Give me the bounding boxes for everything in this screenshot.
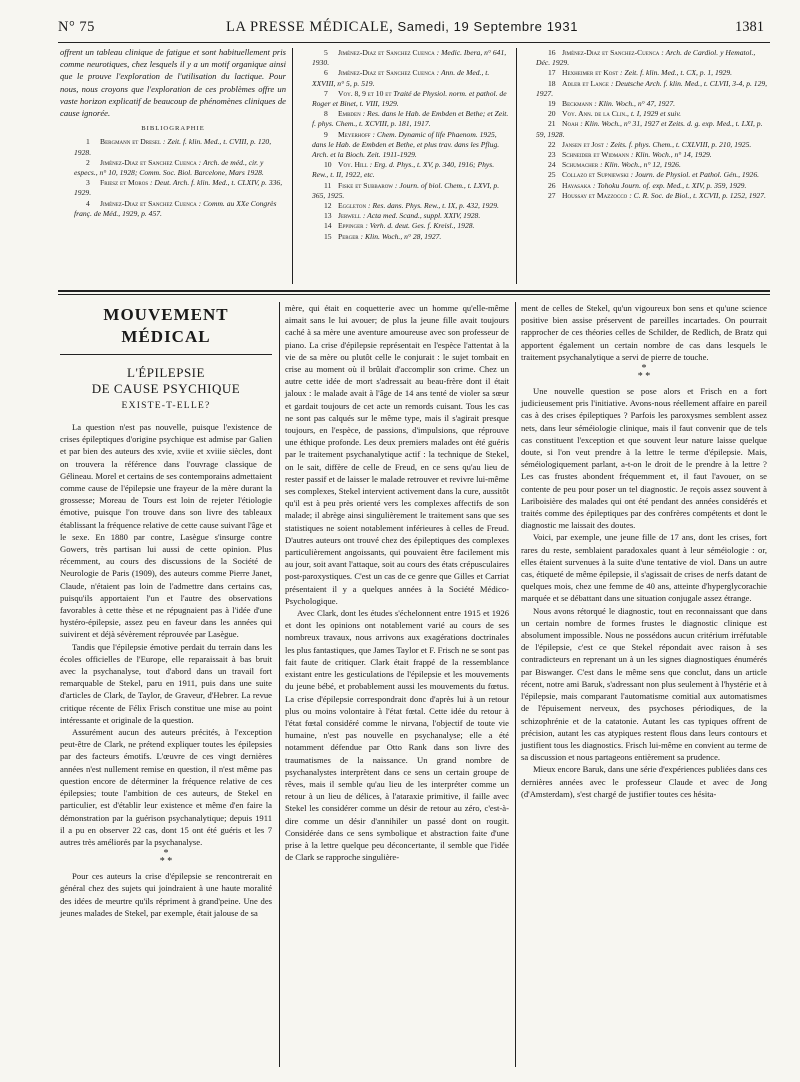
reference-authors: Beckmann: [562, 99, 593, 109]
reference-source: : Erg. d. Phys., t. XV, p. 340, 1916; Phys. Rew., t. II, 1922, etc.: [312, 160, 495, 180]
reference-entry: [522, 119, 768, 139]
reference-number: 4: [86, 198, 90, 208]
continuation-text: offrent un tableau clinique de fatigue et sont habituellement pris comme neurotiques, chez lesquels il y a un motif organique ainsi que le prouve l'exploration de l'utilisation du lactique. Pour nous, nous croyons que l'exploration de ces problèmes offre un vaste horizon explicatif de beaucoup de phénomènes cliniques de cause ignorée.: [60, 47, 286, 119]
page-number: 1381: [735, 19, 764, 35]
reference-authors: Embden: [338, 109, 361, 119]
issue-date: Samedi, 19 Septembre 1931: [397, 19, 579, 34]
reference-authors: Bergmann et Dresel: [100, 137, 162, 147]
reference-authors: Jerwell: [338, 211, 361, 221]
reference-source: : Zeits. f. phys. Chem., t. CXLVIII, p. 210, 1925.: [603, 139, 752, 149]
reference-entry: [60, 178, 286, 198]
reference-number: 20: [548, 109, 556, 119]
paragraph: Une nouvelle question se pose alors et Frisch en a fort judicieusement pris l'initiative. Avons-nous réellement affaire en pareil cas à des crises épileptiques ? Parfois les paroxysmes semblent assez nets, dans leur séméiologie clinique, mais il faut convenir que de tels cas constituent l'exception et que souvent leur nature laisse quelque doute, si l'on veut prendre à la lettre le terme d'épilepsie. Mais, séméiologiquement parlant, a-t-on le droit de le prendre à la lettre ? Les cas frustes abondent fréquemment et, il faut l'avouer, on se contente de peu pour poser un tel diagnostic. Je reçois assez souvent à Lariboisière des malades qui ont été pendant des années considérés et traités comme des épileptiques par des confrères compétents et dont le diagnostic me laissait des doutes.: [521, 386, 767, 531]
paragraph: mère, qui était en coquetterie avec un homme qu'elle-même aimait sans le lui avouer; de plus la jeune fille avait toujours caché à sa mère une aventure amoureuse avec son professeur de piano. La crise d'épilepsie représentait en l'espèce l'attentat à la vie de sa mère ou plutôt celle le conjurait : le sujet tombait en crise au moment où il brûlait d'accomplir son crime. Chez un autre cette idée de mort s'adressait au beau-frère dont il était jaloux : le malade avait à l'âge de 14 ans tenté de violer sa sœur et gardait toujours de cet acte un remords cuisant. Tous les cas ne sont pas calqués sur le même type, mais il s'agirait presque toujours, en l'espèce, de passions, d'impulsions, que réprouve une éthique profonde. Les deux premiers malades ont été guéris par le traitement psychanalytique actif : la technique de Stekel, on le sait, diffère de celle de Freud, en ce sens qu'au lieu de rester passif et de laisser le malade retrouver et revivre lui-même ses complexes, Stekel intervient activement dans la cure, aussitôt qu'il est à peu près orienté vers les complexes affectifs de son malade; il abrège ainsi singulièrement le traitement sans que ses statistiques ne soient notablement inférieures à celles de Freud. D'autres auteurs ont trouvé chez des épileptiques des complexes particulièrement angoissants, qui pouvaient être facilement mis au jour, soit avant l'attaque, soit au cours des états crépusculaires post-paroxystiques. C'est un cas de ce genre que Gilles et Carriat présentaient il y a quelques années à la Société Médico-Psychologique.: [285, 303, 509, 606]
reference-authors: Noah: [562, 119, 579, 129]
reference-source: : Tohoku Journ. of. exp. Med., t. XIV, p. 359, 1929.: [590, 180, 747, 190]
reference-source: : Res. dans le Hab. de Embden et Bethe; et Zeit. f. phys. Chem., t. XCVIII, p. 181, 1917.: [312, 109, 509, 129]
reference-authors: Eppinger: [338, 221, 364, 231]
paragraph: Tandis que l'épilepsie émotive perdait du terrain dans les écoles officielles de l'Europe, elle reparaissait à bas bruit avec la psychanalyse, tout d'abord dans un travail fort remarquable de Stekel, paru en 1911, puis dans une suite d'articles de Clark, de Taylor, de Graveur, d'Hebrer. La revue critique récente de Félix Frisch constitue une mise au point intéressante et originale de la question.: [60, 641, 272, 725]
reference-number: 6: [324, 68, 328, 78]
reference-entry: [522, 140, 768, 150]
reference-source: : Klin. Woch., n° 14, 1929.: [629, 150, 712, 160]
reference-entry: [298, 68, 512, 88]
reference-source: : Zeit. f. klin. Med., t. CVIII, p. 120, 1928.: [74, 137, 272, 157]
reference-source: : Comm. au XXe Congrès franç. de Méd., 1929, p. 457.: [74, 198, 277, 218]
reference-entry: [60, 158, 286, 178]
paragraph: Pour ces auteurs la crise d'épilepsie se rencontrerait en général chez des sujets qui joindraient à une haute moralité des idées de meurtre qu'ils répriment à grand'peine. Une des jeunes malades de Stekel, par exemple, était jalouse de sa: [60, 871, 272, 918]
column-divider: [516, 48, 517, 284]
page-header: [58, 14, 770, 40]
reference-authors: Schneider et Widmann: [562, 150, 629, 160]
section-rule: [58, 290, 770, 292]
reference-number: 22: [548, 139, 556, 149]
reference-source: : Klin. Woch., n° 31, 1927 et Zeits. d. g. exp. Med., t. LXI, p. 59, 1928.: [536, 119, 763, 139]
reference-entry: [298, 211, 512, 221]
article-title-line-2: DE CAUSE PSYCHIQUE: [91, 381, 241, 396]
reference-authors: Fiske et Subbarow: [338, 180, 394, 190]
section-rule-thin: [58, 294, 770, 295]
reference-entry: [298, 201, 512, 211]
section-break-stars: [521, 365, 767, 381]
reference-entry: [522, 79, 768, 99]
top-right-column: [522, 48, 768, 201]
reference-authors: Jansen et Jost: [562, 139, 604, 149]
reference-number: 18: [548, 78, 556, 88]
reference-authors: Jiménez-Diaz et Sanchez Cuenca: [338, 48, 435, 57]
reference-number: 16: [548, 48, 556, 57]
reference-source: : Arch. de Cardiol. y Hematol., Déc. 1929.: [536, 48, 756, 68]
article-title-line-1: L'ÉPILEPSIE: [127, 365, 205, 380]
reference-entry: [522, 109, 768, 119]
reference-number: 3: [86, 178, 90, 188]
reference-entry: [298, 89, 512, 109]
reference-authors: Jiménez-Diaz et Sanchez Cuenca: [100, 198, 197, 208]
reference-entry: [522, 160, 768, 170]
bibliography-heading: BIBLIOGRAPHIE: [141, 125, 205, 133]
column-divider: [515, 302, 516, 1067]
reference-authors: Schumacher: [562, 160, 599, 170]
reference-number: 13: [324, 211, 332, 221]
reference-source: : Chem. Dynamic of life Phaenom. 1925, dans le Hab. de Embden et Bethe, et plus trav. dans les Pflug. Arch. et la Bioch. Zeit. 1911-1929.: [312, 129, 500, 160]
reference-number: 17: [548, 68, 556, 78]
reference-source: : Klin. Woch., n° 12, 1926.: [598, 160, 681, 170]
paragraph: Voici, par exemple, une jeune fille de 17 ans, dont les crises, fort rares du reste, semblaient paradoxales quant à leur séméiologie : or, elles étaient survenues à la suite d'une tentative de viol. Dans un autre cas, étiqueté de même épilepsie, il s'agissait de crises de nerfs datant de quelques mois, chez une femme de 40 ans, atteinte d'hyperglycorachie marquée et se débattant dans une situation conjugale assez étrange.: [521, 532, 767, 604]
header-rule: [58, 42, 770, 43]
top-left-column: [60, 46, 286, 219]
section-break-stars: [60, 850, 272, 866]
reference-entry: [298, 109, 512, 129]
reference-source: : Klin. Woch., n° 28, 1927.: [358, 231, 442, 241]
reference-source: , t. I, 1929 et suiv.: [627, 109, 682, 119]
reference-number: 5: [324, 48, 328, 57]
reference-entry: [522, 150, 768, 160]
reference-source: : Deutsche Arch. f. klin. Med., t. CLVII, 3-4, p. 129, 1927.: [536, 78, 768, 98]
reference-authors: Jiménez-Diaz et Sanchez Cuenca: [100, 157, 197, 167]
paragraph: Avec Clark, dont les études s'échelonnent entre 1915 et 1926 et dont les opinions ont notablement varié au cours de ses nombreux travaux, nous arrivons aux exagérations doctrinales les plus fantastiques, que James Taylor et F. Frisch ne se sont pas fait faute de critiquer. Clark était frappé de la ressemblance existant entre les gesticulations de l'épilepsie et les mouvements du jeune bébé, et probablement aussi les mouvements du fœtus. La crise d'épilepsie correspondrait donc d'après lui à un retour plus ou moins volontaire à l'état fœtal. Cette idée du retour à l'état fœtal considéré comme le nirvana, l'objectif de toute vie humaine, n'est pas nouvelle en psychanalyse; elle a été notamment défendue par Otto Rank dans son livre des traumatismes de la naissance. Un grand nombre de psychanalystes interprètent dans ce sens un certain groupe de rêves, mais il semble qu'au lieu de les interpréter comme un retour à un lieu de délices, à l'ataraxie primitive, il faille avec Stekel les considérer comme un désir de retour au zéro, c'est-à-dire comme un désir d'annihiler un passé dont on rougit. Considérée dans ce sens symbolique et abstraction faite d'une prise à la lettre quelque peu déconcertante, il semble que l'idée de Clark se rapproche singulière-: [285, 608, 509, 863]
reference-number: 2: [86, 157, 90, 167]
article-column-1: [60, 300, 272, 919]
reference-entry: [522, 48, 768, 68]
reference-source: : Journ. de Physiol. et Pathol. Gén., 1926.: [628, 170, 760, 180]
reference-entry: [522, 191, 768, 201]
reference-authors: Collazo et Supniewski: [562, 170, 629, 180]
paragraph: La question n'est pas nouvelle, puisque l'existence de crises épileptiques d'origine psychique est admise par Galien et par bien des auteurs des xvie, xviie et xviiie siècles, dont on trouvera la référence dans l'ouvrage classique de Gélineau. Morel et certains de ses contemporains admettaient comme cause de l'épilepsie une frayeur de la mère durant la grossesse; Moreau de Tours est loin de rejeter l'étiologie émotive, puisque l'on trouve dans son livre des tableaux établissant la fréquence relative de cette cause suivant l'âge et le sexe. En 1880 par contre, Lasègue s'insurge contre Gowers, très partisan lui aussi de cette opinion. Plus récemment, au cours des discussions de la Société de Neurologie de Paris (1909), des auteurs comme Pierre Janet, Claude, n'étaient pas loin de l'admettre dans certains cas, puisqu'ils apportaient l'un et l'autre des observations favorables à cette thèse et ne répugnaient pas à l'idée d'une hystéro-épilepsie, assez peu en faveur dans les années qui suivirent et déjà sévèrement réprouvée par Lasègue.: [60, 422, 272, 640]
reference-number: 27: [548, 190, 556, 200]
reference-source: : Medic. Ibera, n° 641, 1930.: [312, 48, 507, 68]
reference-number: 26: [548, 180, 556, 190]
star-bottom: * *: [159, 856, 173, 868]
reference-authors: Hayasaka: [562, 180, 591, 190]
reference-entry: [522, 99, 768, 109]
reference-number: 15: [324, 231, 332, 241]
reference-entry: [522, 181, 768, 191]
reference-entry: [298, 160, 512, 180]
reference-entry: [298, 221, 512, 231]
section-title: MOUVEMENT MÉDICAL: [103, 305, 229, 346]
reference-number: 7: [324, 88, 328, 98]
reference-number: 1: [86, 137, 90, 147]
reference-authors: Meyerhoff: [338, 129, 371, 139]
reference-number: 14: [324, 221, 332, 231]
reference-number: 21: [548, 119, 556, 129]
reference-entry: [522, 170, 768, 180]
article-column-3: [521, 302, 767, 800]
reference-entry: [298, 130, 512, 161]
star-top: *: [163, 848, 169, 860]
reference-source: : Arch. de méd., cir. y especs., n° 10, 1928; Comm. Soc. Biol. Barcelone, Mars 1928.: [74, 157, 264, 178]
reference-number: 24: [548, 160, 556, 170]
reference-authors: Adler et Lange: [562, 78, 609, 88]
reference-source: : Res. dans. Phys. Rew., t. IX, p. 432, 1929.: [366, 201, 499, 211]
reference-source: : Deut. Arch. f. klin. Med., t. CLXIV, p. 336, 1929.: [74, 178, 283, 198]
reference-list-right: [522, 48, 768, 201]
column-divider: [279, 302, 280, 1067]
reference-list-left: [60, 137, 286, 219]
column-divider: [292, 48, 293, 284]
reference-entry: [298, 48, 512, 68]
top-middle-column: [298, 48, 512, 242]
reference-entry: [60, 199, 286, 219]
star-top: *: [641, 363, 647, 375]
reference-source: : Ann. de Med., t. XXVIII, n° 5, p. 519.: [312, 68, 490, 88]
reference-source: Traité de Physiol. norm. et pathol. de Roger et Binet, t. VIII, 1929.: [312, 88, 507, 109]
paragraph: ment de celles de Stekel, qu'un vigoureux bon sens et qu'une science positive bien assise préservent de pareilles incartades. On pourrait rapprocher de ces théories celles de Schilder, de Redlich, de Bratz qui apportent également un certain nombre de cas dans lesquels le traitement psychanalytique a servi de pierre de touche.: [521, 303, 767, 362]
reference-source: : Verh. d. deut. Ges. f. Kreisl., 1928.: [363, 221, 475, 231]
journal-title: [226, 14, 578, 40]
paragraph: Mieux encore Baruk, dans une série d'expériences publiées dans ces dernières années avec le professeur Claude et avec de Jong (d'Amsterdam), s'est chargé de justifier toutes ces hésita-: [521, 764, 767, 799]
reference-source: : Zeit. f. klin. Med., t. CX, p. 1, 1929.: [618, 68, 733, 78]
reference-number: 11: [324, 180, 332, 190]
article-title-line-3: EXISTE-T-ELLE?: [121, 400, 211, 411]
reference-source: : Journ. of biol. Chem., t. LXVI, p. 365, 1925.: [312, 180, 500, 200]
reference-entry: [298, 181, 512, 201]
reference-entry: [60, 137, 286, 157]
reference-authors: Perger: [338, 231, 359, 241]
reference-authors: Voy. Ann. de la Clin.: [562, 109, 628, 119]
reference-authors: Voy. 8, 9 et 10 et: [338, 88, 392, 98]
reference-number: 8: [324, 109, 328, 119]
reference-authors: Voy. Hill: [338, 160, 368, 170]
reference-entry: [298, 232, 512, 242]
journal-name: LA PRESSE MÉDICALE,: [226, 19, 394, 35]
issue-number: N° 75: [58, 19, 95, 35]
reference-source: : C. R. Soc. de Biol., t. XCVII, p. 1252, 1927.: [627, 190, 766, 200]
reference-number: 10: [324, 160, 332, 170]
reference-authors: Jiménez-Diaz et Sanchez Cuenca: [338, 68, 435, 78]
article-column-2: [285, 302, 509, 863]
reference-authors: Eggleton: [338, 201, 367, 211]
reference-authors: Jiménez-Diaz et Sanchez-Cuenca: [562, 48, 660, 57]
paragraph: Nous avons rétorqué le diagnostic, tout en reconnaissant que dans un certain nombre de formes frustes le diagnostic clinique est absolument impossible. Nous ne possédons aucun critérium irréfutable de l'épilepsie, c'est ce que Stekel répondait avec raison à ses contradicteurs en reprenant un à un les signes diagnostiques énumérés par Biswanger. C'est dans le même sens que conclut, dans un article récent, notre ami Baruk, s'adressant non plus seulement à l'hystérie et à l'épilepsie, mais comparant l'automatisme comitial aux automatismes de l'épuisement nerveux, des psychoses périodiques, de la schizophrénie et de la catatonie. Autant les cas typiques offrent de précision, autant les cas atypiques restent flous dans leurs contours et justifient tous les diagnostics. Frisch lui-même en convient au terme de sa discussion et nous partageons entièrement sa prudence.: [521, 605, 767, 763]
reference-authors: Friesz et Moros: [100, 178, 149, 188]
reference-source: : Acta med. Scand., suppl. XXIV, 1928.: [360, 211, 481, 221]
reference-number: 9: [324, 129, 328, 139]
reference-authors: Houssay et Mazzocco: [562, 190, 628, 200]
star-bottom: * *: [637, 371, 651, 383]
reference-entry: [522, 68, 768, 78]
reference-number: 19: [548, 99, 556, 109]
reference-number: 25: [548, 170, 556, 180]
section-title-rule: [60, 354, 272, 355]
paragraph: Assurément aucun des auteurs précités, à l'exception peut-être de Clark, ne prétend expliquer toutes les épilepsies par des facteurs émotifs. L'œuvre de ces vingt dernières années n'est nullement remise en question, il n'est même pas question encore de déterminer la fréquence relative de ces épilepsies; toute l'ambition de ces auteurs, de Stekel en particulier, est d'établir leur existence et même d'en faire la démonstration par la guérison psychanalytique; depuis 1911 il a pu en observer 22 cas, dont 15 ont été guéris et les 7 autres très améliorés par la psychanalyse.: [60, 727, 272, 847]
reference-authors: Hexheimer et Kost: [562, 68, 619, 78]
reference-number: 12: [324, 201, 332, 211]
reference-source: : Klin. Woch., n° 47, 1927.: [592, 99, 676, 109]
reference-list-middle: [298, 48, 512, 242]
reference-number: 23: [548, 150, 556, 160]
